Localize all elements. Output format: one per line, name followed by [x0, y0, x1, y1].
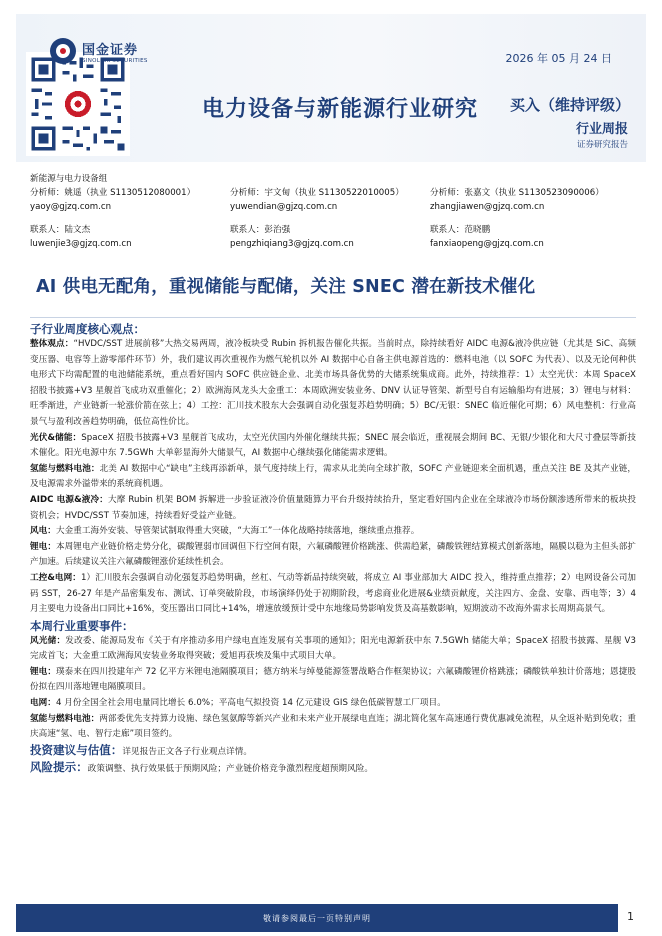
analyst-email[interactable]: yaoy@gjzq.com.cn — [30, 202, 112, 212]
item-lead: 整体观点： — [30, 339, 74, 349]
analyst-name: 分析师：宇文甸（执业 S1130522010005） — [230, 188, 404, 198]
report-date: 2026 年 05 月 24 日 — [505, 52, 612, 65]
advice-heading: 投资建议与估值： — [30, 742, 123, 757]
item-lead: 锂电： — [30, 666, 57, 677]
item-text: “HVDC/SST 进展前移”大热交易两周，液冷板块受 Rubin 拆机报告催化共振。当前时点，除持续看好 AIDC 电源&液冷供应链（尤其是 SiC、高频变压器、电容等上游零部件环节）外，我们建议再次重视作为燃气轮机以外 AI 数据中心自备主供电源首选的：燃料电池（以 SOFC 为代表）、以及无论何种供电形式下均需配置的电池储能系统，重点看好国内 SOFC 供应链企业、北美市场具备优势的大储系统集成商。此外，持续推荐：1）太空光伏：本周 SpaceX 招股书披露+V3 星舰首飞成功双重催化；2）欧洲海风龙头大金重工：本周欧洲安装业务、DNV 认证导管架、新型号自有运输船均有进展；3）锂电与材料：旺季渐进，产业链新一轮涨价箭在弦上；4）工控：汇川技术股东大会强调自动化强复苏趋势明确；5）BC/无银：SNEC 临近催化可期；6）风电整机：行业高景气与盈利改善趋势明确，低位高性价比。 — [30, 339, 636, 427]
report-title: 电力设备与新能源行业研究 — [202, 97, 479, 122]
contact-email[interactable]: luwenjie3@gjzq.com.cn — [30, 239, 132, 249]
core-view-item — [30, 431, 636, 462]
analyst-email[interactable]: yuwendian@gjzq.com.cn — [230, 202, 338, 212]
item-lead: 风光储： — [30, 635, 66, 646]
item-lead: 电网： — [30, 698, 56, 709]
risk-warning — [30, 760, 636, 778]
contact-name: 联系人：陆文杰 — [30, 225, 91, 235]
logo-icon — [50, 38, 76, 64]
item-text: 璞泰来在四川投建年产 72 亿平方米锂电池隔膜项目；德方纳米与绰曼能源签署战略合作框架协议；六氟磷酸锂价格跳涨；磷酸铁单独计价落地；恩捷股份拟在四川落地锂电隔膜项目。 — [30, 666, 636, 693]
analyst-entry — [30, 186, 230, 214]
report-subtype: 证券研究报告 — [576, 140, 628, 150]
team-name: 新能源与电力设备组 — [30, 174, 108, 184]
item-text: 两部委优先支持算力设施、绿色氢氨醇等新兴产业和未来产业开展绿电直连；湖北简化氢车高速通行费优惠减免流程，从全返补贴到免收；重庆高速“氢、电、智行走廊”项目签约。 — [30, 713, 636, 740]
logo-name: 国金证券 — [82, 42, 139, 58]
item-text: 发改委、能源局发布《关于有序推动多用户绿电直连发展有关事项的通知》；阳光电源新获中东 7.5GWh 储能大单；SpaceX 招股书披露、星舰 V3 完成首飞；大金重工欧洲海风安装业务取得突破；爱旭再获埃及集中式项目大单。 — [30, 635, 636, 662]
qr-code-icon — [26, 52, 130, 156]
footer-bar — [16, 904, 618, 932]
event-item — [30, 696, 636, 712]
item-lead: 氢能与燃料电池： — [30, 713, 100, 724]
core-view-item — [30, 571, 636, 618]
advice-text: 详见报告正文各子行业观点详情。 — [122, 746, 253, 757]
analyst-block — [30, 172, 640, 251]
report-header — [16, 14, 646, 162]
item-text: 1）汇川股东会强调自动化强复苏趋势明确，丝杠、气动等新品持续突破，将成立 AI 事业部加大 AIDC 投入，维持重点推荐；2）电网设备公司加码 SST，26-27 年是产品密集发布、测试、订单突破阶段，市场演绎仍处于初期阶段，考虑商业化进展&业绩贡献度，关注四方、金盘、安靠、西电等；3）4 月主要电力设备出口同比+16%，变压器出口同比+14%，增速放缓预计受中东地缘局势影响发货及高基数影响，短期波动不改海外需求长周期高景气。 — [30, 572, 637, 615]
event-item — [30, 634, 636, 665]
core-views-section — [30, 321, 636, 778]
logo-english-name: SINOLINK SECURITIES — [82, 57, 148, 64]
item-lead: 工控&电网： — [30, 572, 81, 583]
risk-heading: 风险提示： — [30, 760, 88, 775]
core-views-heading: 子行业周度核心观点： — [30, 322, 145, 336]
company-logo — [50, 38, 148, 64]
contact-entry — [430, 223, 630, 251]
item-lead: 氢能与燃料电池： — [30, 463, 100, 474]
core-view-item — [30, 493, 636, 524]
core-view-item — [30, 462, 636, 493]
report-type: 行业周报 — [575, 122, 628, 137]
event-item — [30, 712, 636, 743]
investment-advice — [30, 743, 636, 761]
item-text: 大摩 Rubin 机架 BOM 拆解进一步验证液冷价值量随算力平台升级持续抬升，坚定看好国内企业在全球液冷市场份额渗透所带来的板块投资机会；HVDC/SST 节奏加速，持续看好受益产业链。 — [30, 494, 636, 521]
analyst-name: 分析师：姚遥（执业 S1130512080001） — [30, 188, 196, 198]
risk-text: 政策调整、执行效果低于预期风险；产业链价格竞争激烈程度超预期风险。 — [87, 764, 373, 775]
core-view-item — [30, 337, 636, 431]
item-text: 大金重工海外安装、导管架试制取得重大突破，“大海工”一体化战略持续落地，继续重点推荐。 — [55, 526, 420, 537]
headline-divider — [30, 317, 636, 318]
contact-row — [30, 223, 640, 251]
report-headline: AI 供电无配角，重视储能与配储，关注 SNEC 潜在新技术催化 — [36, 277, 536, 297]
events-heading: 本周行业重要事件： — [30, 618, 134, 633]
contact-name: 联系人：彭治强 — [230, 225, 291, 235]
item-text: 4 月份全国全社会用电量同比增长 6.0%；平高电气拟投资 14 亿元建设 GIS 绿色低碳智慧工厂项目。 — [55, 698, 446, 709]
item-lead: 锂电： — [30, 541, 56, 552]
analyst-entry — [430, 186, 630, 214]
item-text: 北美 AI 数据中心“缺电”主线再添新单，景气度持续上行，需求从北美向全球扩散，SOFC 产业链迎来全面机遇，重点关注 BE 及其产业链，及电源需求外溢带来的系统商机遇。 — [30, 463, 636, 490]
item-lead: 风电： — [30, 526, 56, 537]
contact-email[interactable]: fanxiaopeng@gjzq.com.cn — [430, 239, 544, 249]
analyst-name: 分析师：张嘉文（执业 S1130523090006） — [430, 188, 604, 198]
contact-entry — [230, 223, 430, 251]
investment-rating: 买入（维持评级） — [509, 96, 630, 114]
analyst-row — [30, 186, 640, 214]
contact-email[interactable]: pengzhiqiang3@gjzq.com.cn — [230, 239, 354, 249]
item-text: SpaceX 招股书披露+V3 星舰首飞成功，太空光伏国内外催化继续共振；SNEC 展会临近，重视展会期间 BC、无银/少银化和大尺寸叠层等新技术催化。阳光电源中东 7.5GWh 大单彰显海外大储景气，AI 数据中心继续强化储能需求逻辑。 — [30, 432, 637, 459]
page-number: 1 — [627, 910, 634, 923]
contact-entry — [30, 223, 230, 251]
item-lead: AIDC 电源&液冷： — [30, 494, 108, 505]
item-text: 本周锂电产业链价格走势分化，碳酸锂弱市回调但下行空间有限，六氟磷酸锂价格跳涨、供需趋紧，磷酸铁锂结算模式创新落地，隔膜以稳为主但头部扩产加速。后续建议关注六氟磷酸锂涨价延续性机会。 — [30, 541, 636, 568]
contact-name: 联系人：范晓鹏 — [430, 225, 491, 235]
item-lead: 光伏&储能： — [30, 432, 82, 443]
disclaimer-link[interactable]: 敬请参阅最后一页特别声明 — [263, 914, 371, 923]
analyst-entry — [230, 186, 430, 214]
analyst-email[interactable]: zhangjiawen@gjzq.com.cn — [430, 202, 545, 212]
core-view-item — [30, 540, 636, 571]
core-view-item — [30, 524, 636, 540]
event-item — [30, 665, 636, 696]
